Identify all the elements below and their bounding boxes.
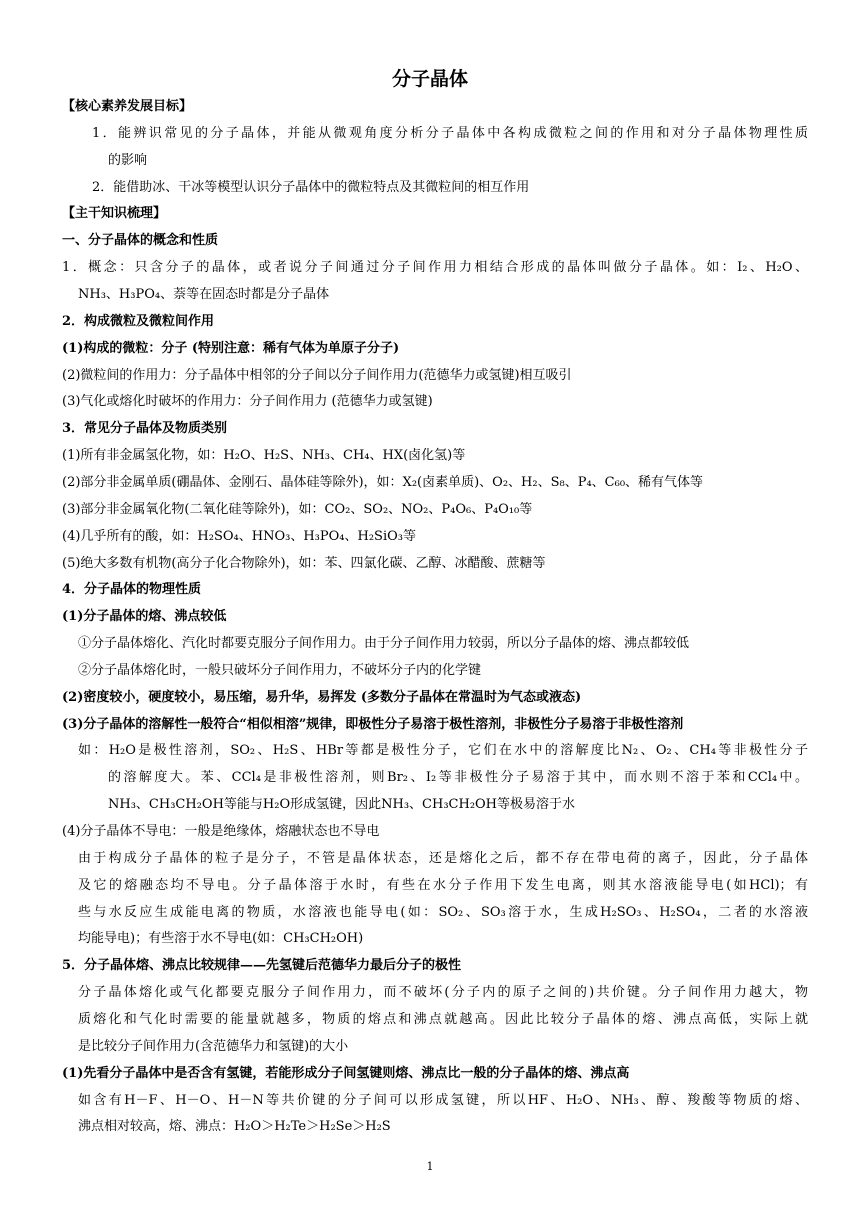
text-line: (5)绝大多数有机物(高分子化合物除外)，如：苯、四氯化碳、乙醇、冰醋酸、蔗糖等 [62, 555, 546, 571]
text-line: 2．能借助冰、干冰等模型认识分子晶体中的微粒特点及其微粒间的相互作用 [92, 179, 530, 195]
text-line: 1．概念：只含分子的晶体，或者说分子间通过分子间作用力相结合形成的晶体叫做分子晶体。如：I₂、H₂O、 [62, 260, 808, 276]
text-line: 如含有H－F、H－O、H－N等共价键的分子间可以形成氢键，所以HF、H₂O、NH₃、醇、羧酸等物质的熔、 [78, 1092, 808, 1108]
text-line: NH₃、CH₃CH₂OH等能与H₂O形成氢键，因此NH₃、CH₃CH₂OH等极易溶于水 [108, 797, 576, 813]
text-line: 的溶解度大。苯、CCl₄是非极性溶剂，则Br₂、I₂等非极性分子易溶于其中，而水则不溶于苯和CCl₄中。 [108, 770, 808, 786]
text-line: (2)密度较小，硬度较小，易压缩，易升华，易挥发 (多数分子晶体在常温时为气态或液态) [62, 689, 582, 705]
text-line: 1．能辨识常见的分子晶体，并能从微观角度分析分子晶体中各构成微粒之间的作用和对分子晶体物理性质 [92, 125, 808, 141]
text-line: 及它的熔融态均不导电。分子晶体溶于水时，有些在水分子作用下发生电离，则其水溶液能导电(如HCl)；有 [78, 877, 808, 893]
text-line: 如：H₂O是极性溶剂，SO₂、H₂S、HBr等都是极性分子，它们在水中的溶解度比N₂、O₂、CH₄等非极性分子 [78, 743, 808, 759]
text-line: 沸点相对较高，熔、沸点：H₂O＞H₂Te＞H₂Se＞H₂S [78, 1119, 391, 1135]
text-line: 均能导电)；有些溶于水不导电(如：CH₃CH₂OH) [78, 931, 364, 947]
text-line: 【核心素养发展目标】 [62, 99, 193, 114]
text-line: 是比较分子间作用力(含范德华力和氢键)的大小 [78, 1038, 349, 1054]
text-line: (2)微粒间的作用力：分子晶体中相邻的分子间以分子间作用力(范德华力或氢键)相互吸引 [62, 367, 572, 383]
text-line: (3)分子晶体的溶解性一般符合“相似相溶”规律，即极性分子易溶于极性溶剂，非极性分子易溶于非极性溶剂 [62, 716, 684, 732]
page-title: 分子晶体 [391, 68, 468, 90]
text-line: (1)所有非金属氢化物，如：H₂O、H₂S、NH₃、CH₄、HX(卤化氢)等 [62, 448, 466, 464]
text-line: (1)先看分子晶体中是否含有氢键，若能形成分子间氢键则熔、沸点比一般的分子晶体的熔、沸点高 [62, 1065, 630, 1081]
text-line: 些与水反应生成能电离的物质，水溶液也能导电(如：SO₂、SO₃溶于水，生成H₂SO₃、H₂SO₄，二者的水溶液 [78, 904, 808, 920]
text-line: (4)分子晶体不导电：一般是绝缘体，熔融状态也不导电 [62, 824, 380, 839]
text-line: 由于构成分子晶体的粒子是分子，不管是晶体状态，还是熔化之后，都不存在带电荷的离子，因此，分子晶体 [78, 850, 808, 866]
text-line: (3)气化或熔化时破坏的作用力：分子间作用力 (范德华力或氢键) [62, 394, 433, 410]
text-line: (4)几乎所有的酸，如：H₂SO₄、HNO₃、H₃PO₄、H₂SiO₃等 [62, 528, 416, 544]
text-line: (1)构成的微粒：分子 (特别注意：稀有气体为单原子分子) [62, 340, 400, 356]
text-line: (3)部分非金属氧化物(二氧化硅等除外)，如：CO₂、SO₂、NO₂、P₄O₆、P₄O₁₀等 [62, 501, 533, 517]
text-line: 4．分子晶体的物理性质 [62, 582, 202, 598]
text-line: 5．分子晶体熔、沸点比较规律——先氢键后范德华力最后分子的极性 [62, 958, 462, 974]
text-line: ①分子晶体熔化、汽化时都要克服分子间作用力。由于分子间作用力较弱，所以分子晶体的熔、沸点都较低 [78, 636, 690, 651]
text-line: 分子晶体熔化或气化都要克服分子间作用力，而不破坏(分子内的原子之间的)共价键。分子间作用力越大，物 [78, 985, 808, 1001]
text-line: (1)分子晶体的熔、沸点较低 [62, 609, 227, 625]
text-line: 一、分子晶体的概念和性质 [62, 233, 219, 249]
text-line: 3．常见分子晶体及物质类别 [62, 421, 228, 437]
text-line: 2．构成微粒及微粒间作用 [62, 313, 215, 329]
text-line: 的影响 [108, 152, 148, 168]
text-line: 质熔化和气化时需要的能量就越多，物质的熔点和沸点就越高。因此比较分子晶体的熔、沸点高低，实际上就 [78, 1011, 808, 1027]
text-line: ②分子晶体熔化时，一般只破坏分子间作用力，不破坏分子内的化学键 [78, 662, 482, 678]
text-line: 【主干知识梳理】 [62, 206, 167, 222]
text-line: (2)部分非金属单质(硼晶体、金刚石、晶体硅等除外)，如：X₂(卤素单质)、O₂、H₂、S₈、P₄、C₆₀、稀有气体等 [62, 474, 704, 490]
page-number: 1 [426, 1160, 434, 1173]
text-line: NH₃、H₃PO₄、萘等在固态时都是分子晶体 [78, 287, 330, 302]
